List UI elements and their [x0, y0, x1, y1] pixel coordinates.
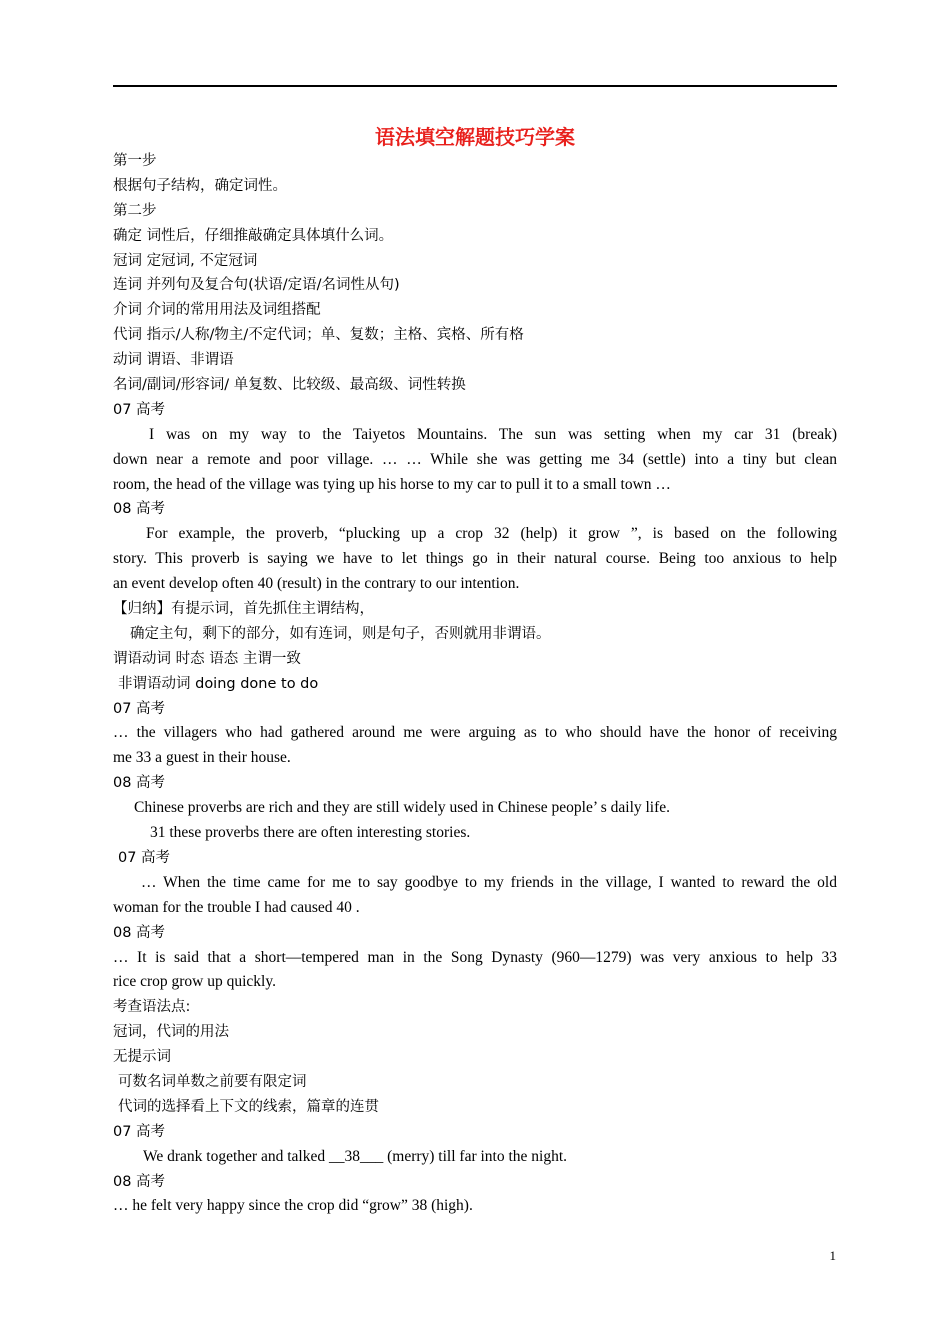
conjunction-note: 连词 并列句及复合句(状语/定语/名词性从句)	[113, 277, 400, 294]
step-two-text: 确定 词性后，仔细推敲确定具体填什么词。	[113, 227, 394, 244]
example-text: woman for the trouble I had caused 40 .	[113, 898, 360, 916]
example-text: rice crop grow up quickly.	[113, 973, 276, 991]
step-one-heading: 第一步	[113, 153, 157, 169]
no-hint-rule: 可数名词单数之前要有限定词	[118, 1073, 307, 1090]
noun-adverb-adjective-note: 名词/副词/形容词/ 单复数、比较级、最高级、词性转换	[113, 377, 466, 394]
exam-label: 08 高考	[113, 924, 166, 941]
example-text: We drank together and talked __38___ (merry) till far into the night.	[143, 1147, 568, 1165]
exam-label: 07 高考	[118, 849, 171, 866]
example-text: … When the time came for me to say goodbye to my friends in the village, I wanted to reward the old	[141, 873, 837, 891]
article-note: 冠词 定冠词, 不定冠词	[113, 252, 258, 269]
example-text: I was on my way to the Taiyetos Mountains. The sun was setting when my car 31 (break)	[149, 425, 837, 443]
example-text: For example, the proverb, “plucking up a crop 32 (help) it grow ”, is based on the following	[146, 525, 837, 543]
exam-label: 08 高考	[113, 501, 166, 518]
step-two-heading: 第二步	[113, 202, 157, 219]
pronoun-note: 代词 指示/人称/物主/不定代词；单、复数；主格、宾格、所有格	[113, 327, 524, 344]
exam-label: 08 高考	[113, 1173, 166, 1190]
example-text: room, the head of the village was tying up his horse to my car to pull it to a small town …	[113, 475, 671, 493]
example-text: an event develop often 40 (result) in the contrary to our intention.	[113, 575, 520, 593]
preposition-note: 介词 介词的常用用法及词组搭配	[113, 302, 321, 319]
exam-label: 07 高考	[113, 1123, 166, 1140]
example-text: … the villagers who had gathered around me were arguing as to who should have the honor of receiving	[113, 724, 837, 742]
grammar-point: 冠词，代词的用法	[113, 1024, 229, 1041]
page-title: 语法填空解题技巧学案	[375, 125, 575, 149]
example-text: … he felt very happy since the crop did “grow” 38 (high).	[113, 1197, 473, 1215]
document-body	[113, 149, 837, 1219]
example-text: down near a remote and poor village. … … While she was getting me 34 (settle) into a tiny but clean	[113, 450, 837, 468]
exam-label: 08 高考	[113, 775, 166, 792]
summary-heading: 【归纳】有提示词，首先抓住主谓结构，	[113, 601, 374, 618]
no-hint-rule: 代词的选择看上下文的线索，篇章的连贯	[118, 1098, 379, 1115]
example-text: 31 these proverbs there are often interesting stories.	[150, 824, 471, 842]
example-text: me 33 a guest in their house.	[113, 749, 291, 767]
no-hint-heading: 无提示词	[113, 1049, 171, 1066]
example-text: Chinese proverbs are rich and they are still widely used in Chinese people’ s daily life.	[134, 799, 671, 817]
page-number: 1	[829, 1248, 836, 1263]
step-one-text: 根据句子结构，确定词性。	[113, 177, 287, 194]
grammar-points-heading: 考查语法点:	[113, 999, 191, 1016]
predicate-verb-note: 谓语动词 时态 语态 主谓一致	[113, 650, 301, 667]
exam-label: 07 高考	[113, 401, 166, 418]
summary-text: 确定主句，剩下的部分，如有连词，则是句子，否则就用非谓语。	[130, 625, 551, 642]
verb-note: 动词 谓语、非谓语	[113, 352, 234, 369]
example-text: … It is said that a short—tempered man in the Song Dynasty (960—1279) was very anxious to help 33	[113, 948, 837, 966]
header-rule	[113, 85, 837, 87]
example-text: story. This proverb is saying we have to let things go in their natural course. Being too anxious to help	[113, 550, 837, 568]
exam-label: 07 高考	[113, 700, 166, 717]
non-predicate-verb-note: 非谓语动词 doing done to do	[118, 675, 319, 692]
